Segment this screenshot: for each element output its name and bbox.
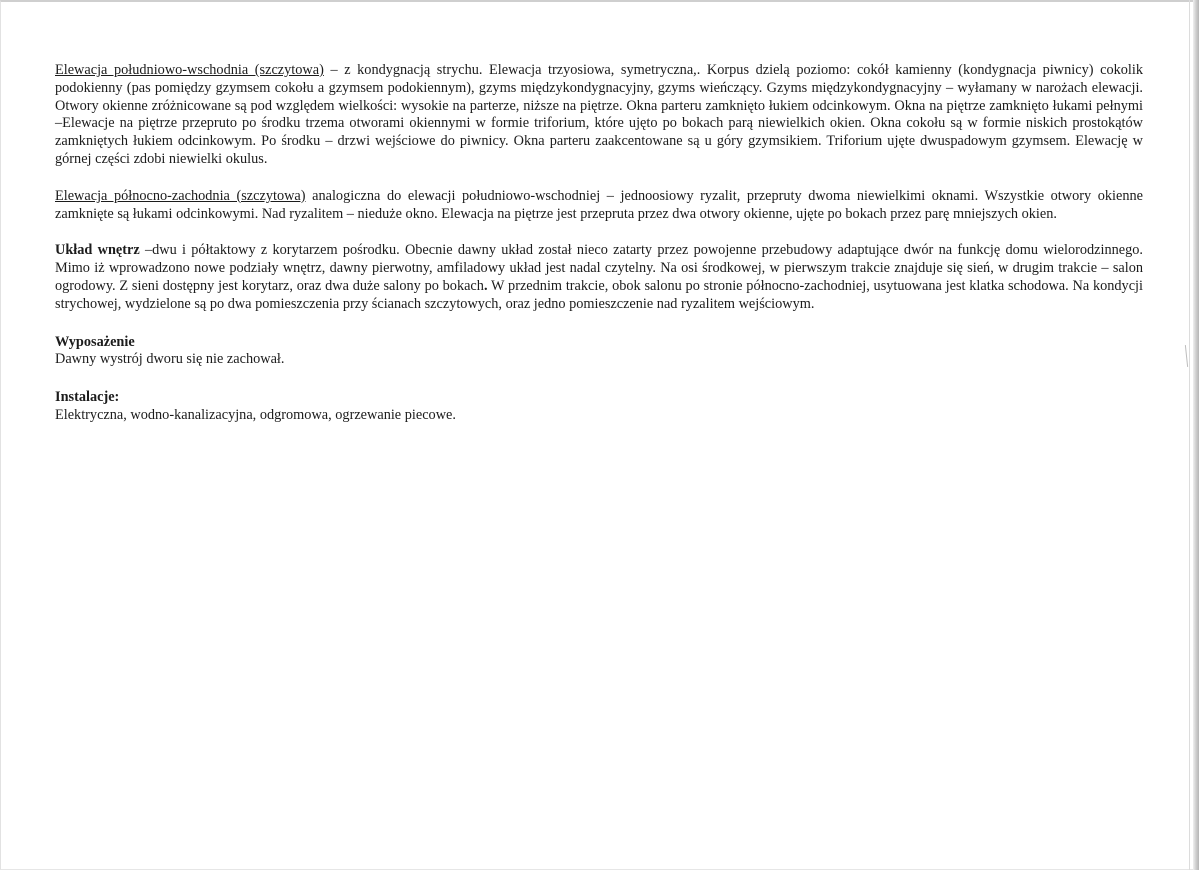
section-heading-north-west: Elewacja północno-zachodnia (szczytowa) (55, 187, 306, 204)
equipment-text: Dawny wystrój dworu się nie zachował. (55, 351, 285, 368)
installations-text: Elektryczna, wodno-kanalizacyjna, odgromowa, ogrzewanie piecowe. (55, 406, 456, 423)
scan-edge-line (1189, 0, 1190, 870)
section-heading-south-east: Elewacja południowo-wschodnia (szczytowa) (55, 62, 324, 78)
paragraph-text: W przednim trakcie, obok salonu po stronie północno-zachodniej, usytuowana jest klatka schodowa. Na kondycji strychowej, wydzielone są po dwa pomieszczenia przy ścianach szczytowych, oraz jedno pomieszczenie nad ryzalitem wejściowym. (55, 277, 1143, 312)
section-heading-interior: Układ wnętrz (55, 242, 140, 259)
paragraph-text: analogiczna do elewacji południowo-wschodniej – jednoosiowy ryzalit, przepruty dwoma niewielkimi oknami. Wszystkie otwory okienne zamknięte są łukami odcinkowymi. Nad ryzalitem – nieduże okno. Elewacja na piętrze jest przepruta przez dwa otwory okienne, ujęte po bokach przez parę mniejszych okien. (55, 187, 1143, 222)
paragraph-south-east-elevation (55, 62, 1143, 169)
document-body (55, 62, 1143, 425)
section-heading-equipment: Wyposażenie (55, 333, 135, 350)
section-installations (55, 389, 1143, 425)
paragraph-text: – z kondygnacją strychu. Elewacja trzyosiowa, symetryczna,. Korpus dzielą poziomo: cokół kamienny (kondygnacja piwnicy) cokolik podokienny (pas pomiędzy gzymsem cokołu a gzymsem podokiennym), gzyms międzykondygnacyjny, gzyms wieńczący. Gzyms międzykondygnacyjny – wyłamany w narożach elewacji. Otwory okienne zróżnicowane są pod względem wielkości: wysokie na parterze, niższe na piętrze. Okna parteru zamknięto łukiem odcinkowym. Okna na piętrze zamknięto łukami pełnymi –Elewacje na piętrze przepruto po środku trzema otworami okiennymi w formie triforium, które ujęto po bokach parą niewielkich okien. Okna cokołu są w formie niskich prostokątów zamkniętych łukiem odcinkowym. Po środku – drzwi wejściowe do piwnicy. Okna parteru zaakcentowane są u góry gzymsikiem. Triforium ujęte dwuspadowym gzymsem. Elewację w górnej części zdobi niewielki okulus. (55, 62, 1143, 167)
paragraph-north-west-elevation (55, 188, 1143, 224)
paragraph-text: –dwu i półtaktowy z korytarzem pośrodku. Obecnie dawny układ został nieco zatarty przez powojenne przebudowy adaptujące dwór na funkcję domu wielorodzinnego. Mimo iż wprowadzono nowe podziały wnętrz, dawny pierwotny, amfiladowy układ jest nadal czytelny. Na osi środkowej, w pierwszym trakcie znajduje się sień, w drugim trakcie – salon ogrodowy. Z sieni dostępny jest korytarz, oraz dwa duże salony po bokach (55, 242, 1143, 294)
bold-period: . (483, 277, 488, 294)
scan-right-edge (1193, 0, 1199, 870)
paragraph-interior-layout (55, 242, 1143, 313)
section-equipment (55, 334, 1143, 370)
section-heading-installations: Instalacje: (55, 389, 120, 406)
